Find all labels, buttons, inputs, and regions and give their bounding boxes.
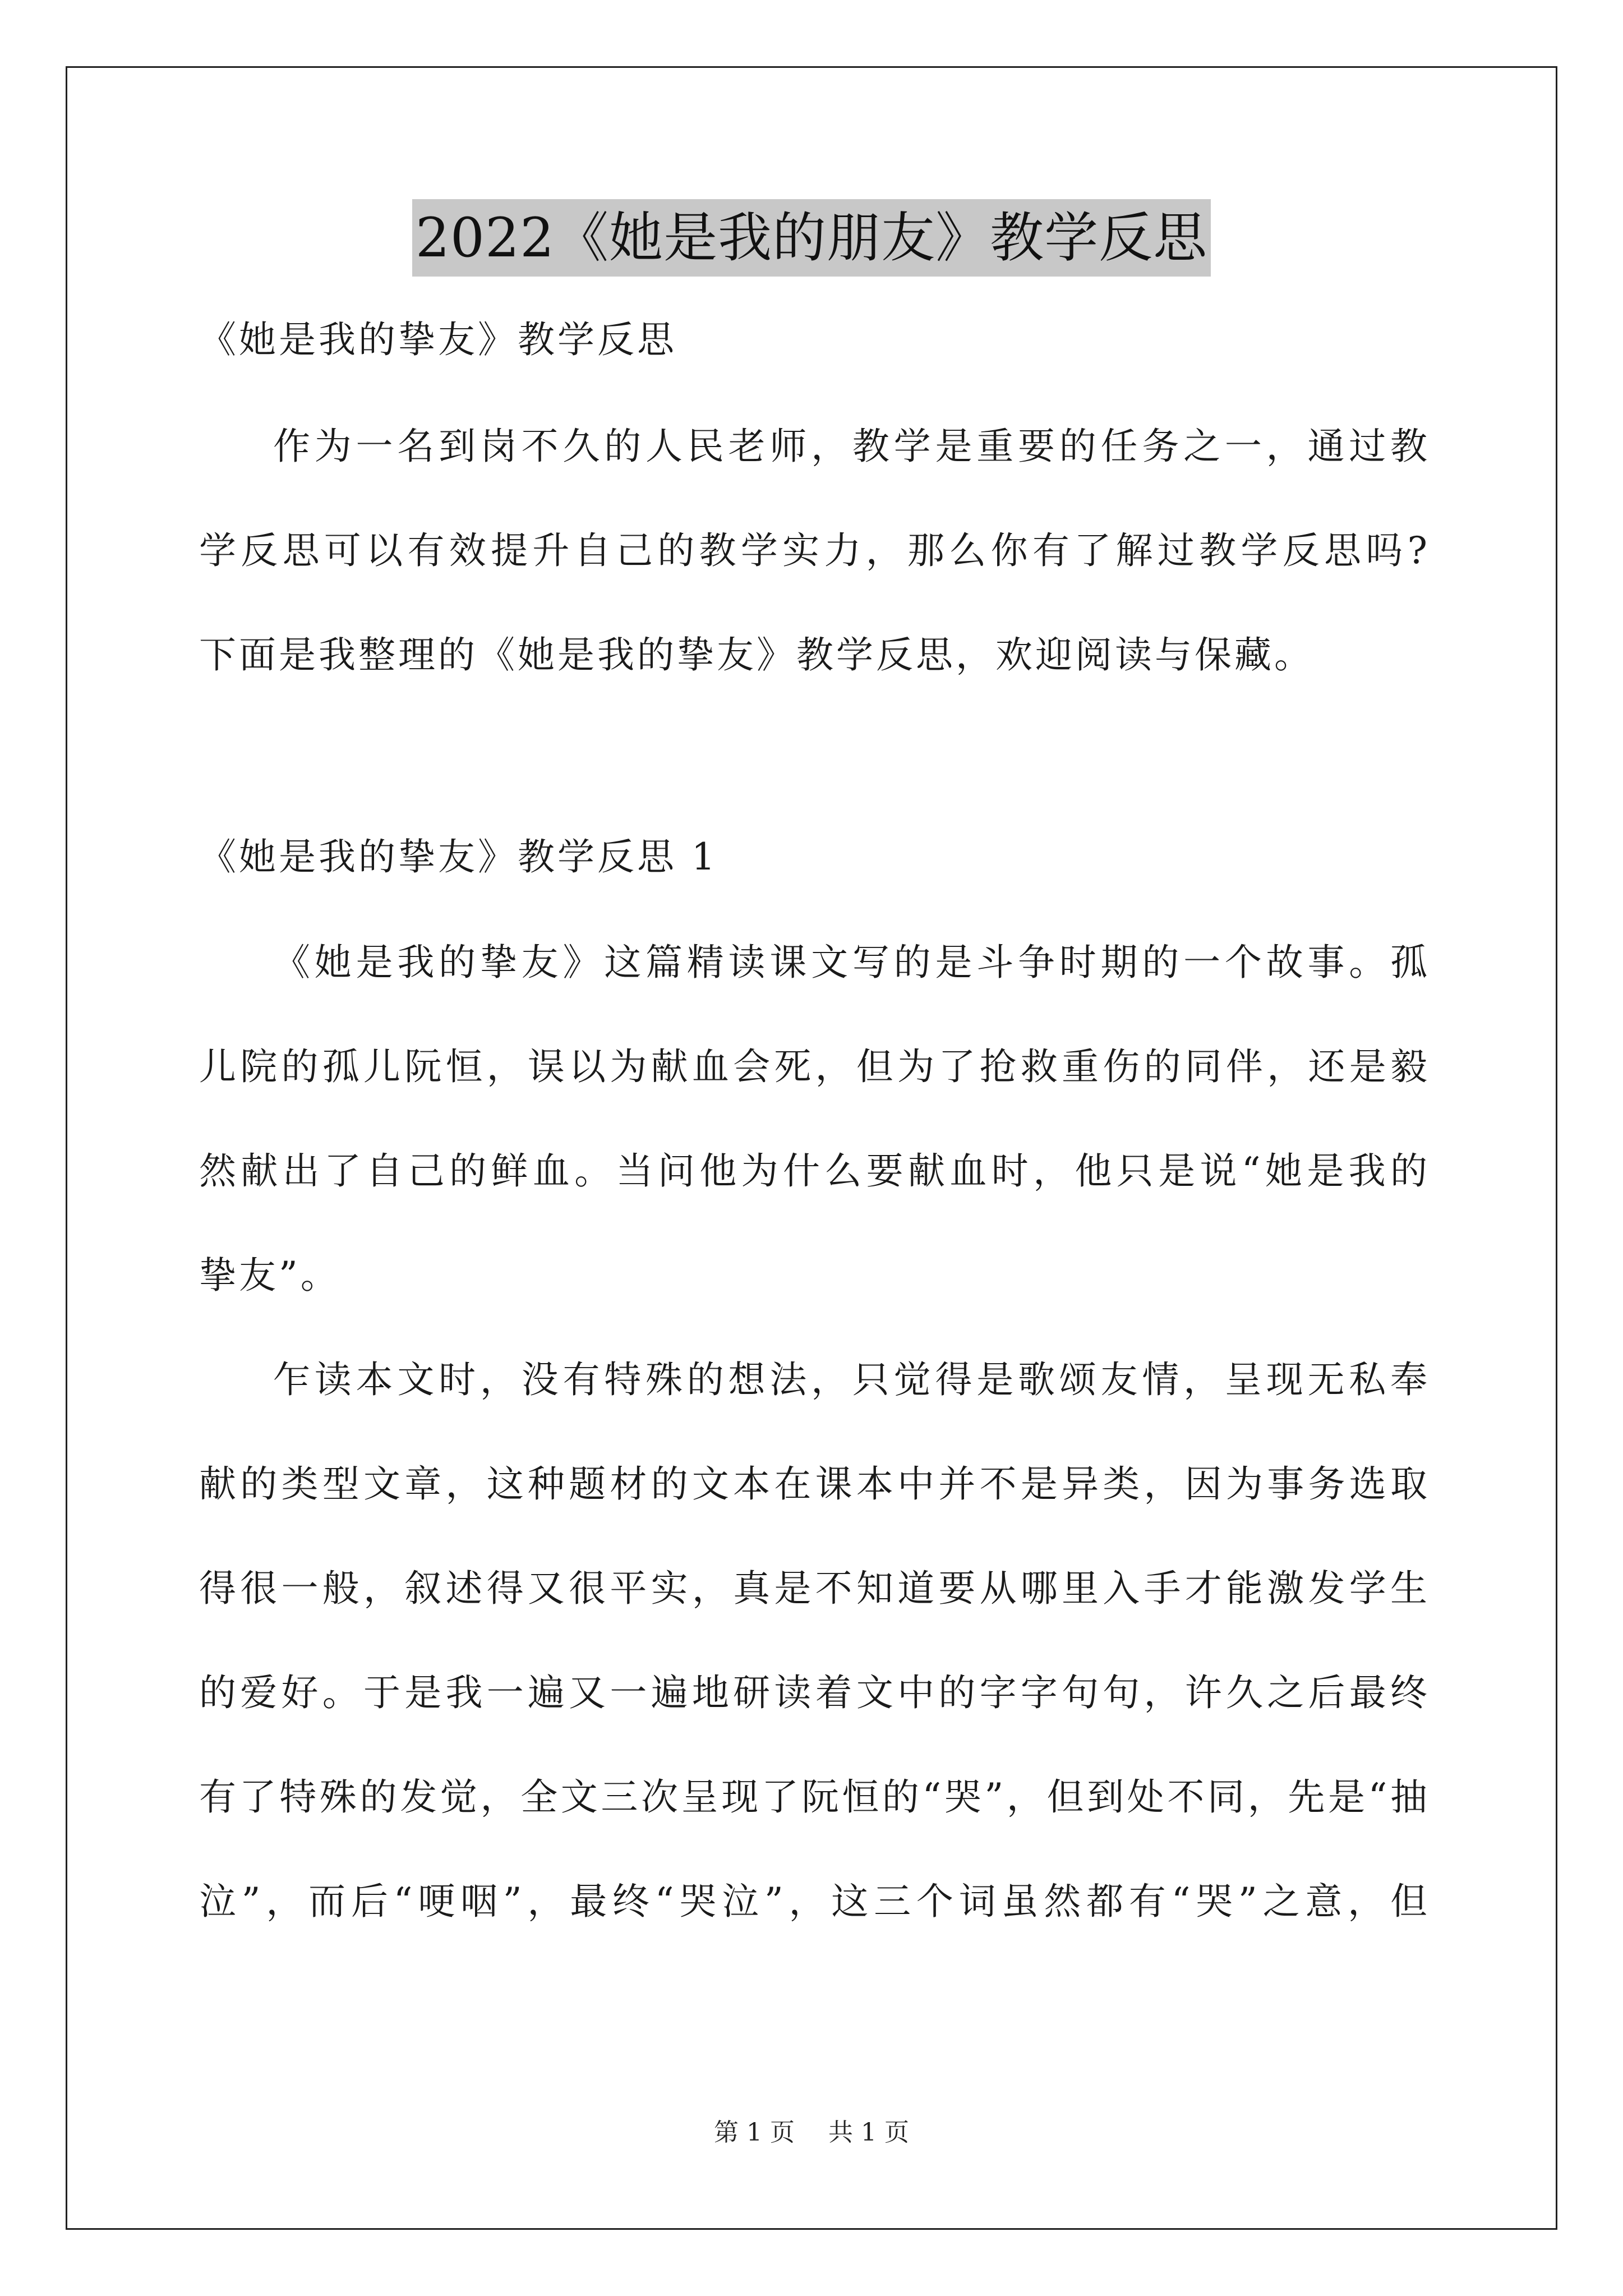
paragraph-line: 泣”，而后“哽咽”，最终“哭泣”，这三个词虽然都有“哭”之意，但: [199, 1880, 1430, 1923]
paragraph-line: 乍读本文时，没有特殊的想法，只觉得是歌颂友情，呈现无私奉: [273, 1358, 1430, 1401]
paragraph-line: 有了特殊的发觉，全文三次呈现了阮恒的“哭”，但到处不同，先是“抽: [199, 1775, 1430, 1819]
intro-line: 学反思可以有效提升自己的教学实力，那么你有了解过教学反思吗?: [199, 529, 1430, 572]
paragraph-line: 得很一般，叙述得又很平实，真是不知道要从哪里入手才能激发学生: [199, 1567, 1430, 1610]
subtitle: 《她是我的挚友》教学反思: [199, 318, 677, 361]
section-heading: 《她是我的挚友》教学反思 1: [199, 835, 718, 878]
intro-line: 下面是我整理的《她是我的挚友》教学反思，欢迎阅读与保藏。: [199, 633, 1314, 677]
paragraph-line: 的爱好。于是我一遍又一遍地研读着文中的字字句句，许久之后最终: [199, 1671, 1430, 1714]
page-footer: [0, 2116, 1623, 2150]
paragraph-line: 献的类型文章，这种题材的文本在课本中并不是异类，因为事务选取: [199, 1462, 1430, 1506]
paragraph-line: 然献出了自己的鲜血。当问他为什么要献血时，他只是说“她是我的: [199, 1149, 1430, 1193]
paragraph-line: 儿院的孤儿阮恒，误以为献血会死，但为了抢救重伤的同伴，还是毅: [199, 1045, 1430, 1088]
intro-line: 作为一名到岗不久的人民老师，教学是重要的任务之一，通过教: [273, 425, 1430, 468]
document-title: 2022《她是我的朋友》教学反思: [412, 199, 1211, 277]
document-body: [199, 311, 1430, 1930]
paragraph-line: 挚友”。: [199, 1254, 340, 1297]
title-block: [0, 199, 1623, 277]
page-number: 第 1 页: [714, 2118, 795, 2147]
page-total: 共 1 页: [828, 2118, 909, 2147]
paragraph-line: 《她是我的挚友》这篇精读课文写的是斗争时期的一个故事。孤: [273, 941, 1430, 984]
